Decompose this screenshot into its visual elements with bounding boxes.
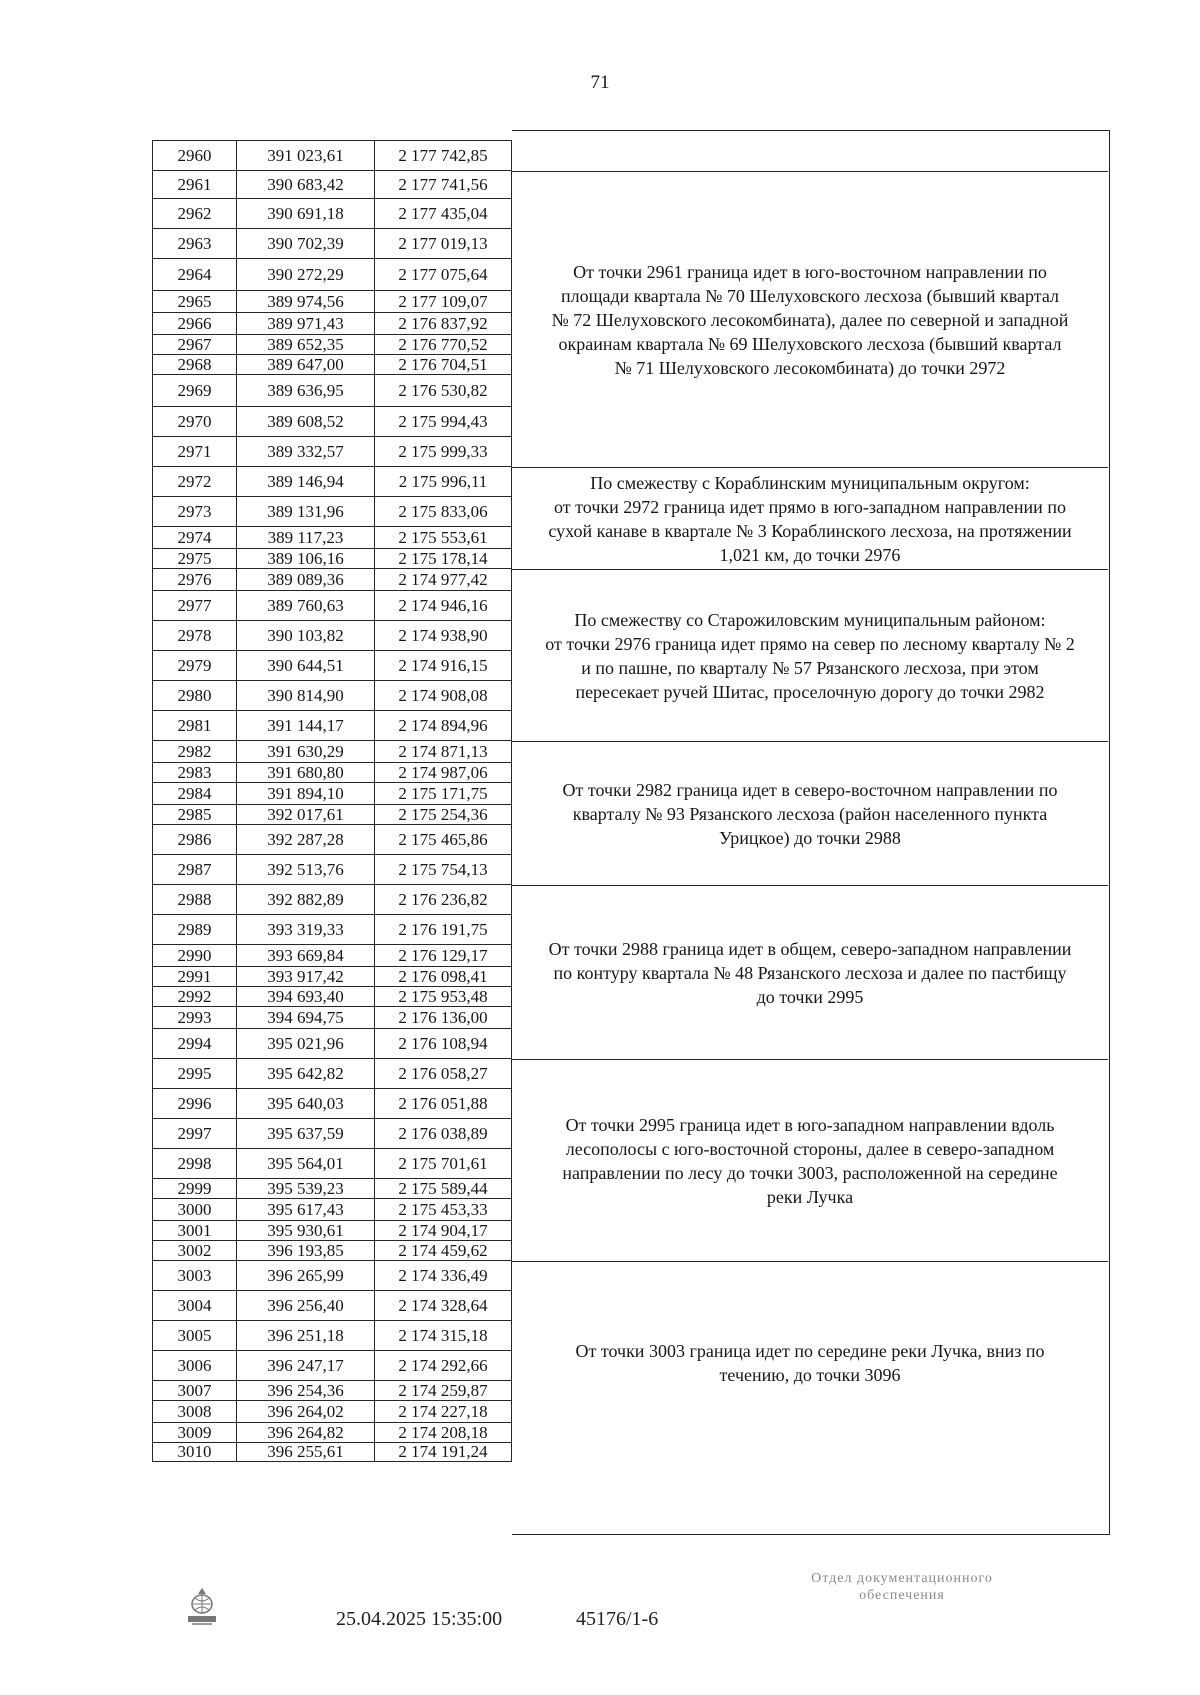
description-line: до точки 2995 [756, 986, 864, 1007]
boundary-description [512, 885, 1108, 1059]
point-number-cell: 2975 [152, 549, 236, 568]
description-line: От точки 2961 граница идет в юго-восточном направлении по [573, 261, 1047, 282]
point-number-cell: 2982 [152, 741, 236, 762]
table-row [152, 1028, 512, 1058]
x-coordinate-cell: 389 117,23 [236, 527, 374, 548]
y-coordinate-cell: 2 175 999,33 [374, 437, 512, 466]
point-number-cell: 3000 [152, 1199, 236, 1220]
stamp-line: обеспечения [859, 1588, 945, 1603]
point-number-cell: 3003 [152, 1261, 236, 1290]
table-row [152, 854, 512, 884]
x-coordinate-cell: 391 630,29 [236, 741, 374, 762]
description-line: от точки 2972 граница идет прямо в юго-западном направлении по [554, 496, 1066, 517]
y-coordinate-cell: 2 175 553,61 [374, 527, 512, 548]
x-coordinate-cell: 391 894,10 [236, 783, 374, 804]
point-number-cell: 2978 [152, 621, 236, 650]
table-row [152, 1220, 512, 1240]
y-coordinate-cell: 2 174 916,15 [374, 651, 512, 680]
x-coordinate-cell: 396 264,02 [236, 1401, 374, 1422]
table-row [152, 312, 512, 334]
y-coordinate-cell: 2 174 987,06 [374, 763, 512, 782]
y-coordinate-cell: 2 174 227,18 [374, 1401, 512, 1422]
point-number-cell: 2963 [152, 229, 236, 258]
y-coordinate-cell: 2 175 465,86 [374, 825, 512, 854]
table-row [152, 258, 512, 290]
table-row [152, 884, 512, 914]
table-row [152, 568, 512, 590]
point-number-cell: 2992 [152, 987, 236, 1006]
footer-datetime: 25.04.2025 15:35:00 [336, 1608, 503, 1630]
point-number-cell: 2985 [152, 805, 236, 824]
point-number-cell: 2990 [152, 945, 236, 966]
y-coordinate-cell: 2 174 191,24 [374, 1443, 512, 1461]
table-row [152, 1422, 512, 1442]
description-line: По смежеству со Старожиловским муниципальным районом: [574, 609, 1046, 630]
x-coordinate-cell: 389 146,94 [236, 467, 374, 496]
x-coordinate-cell: 393 917,42 [236, 967, 374, 986]
description-line: пересекает ручей Шитас, проселочную дорогу до точки 2982 [575, 681, 1045, 702]
point-number-cell: 2966 [152, 313, 236, 334]
table-row [152, 986, 512, 1006]
table-row [152, 824, 512, 854]
footer-doc-number: 45176/1-6 [576, 1608, 659, 1630]
x-coordinate-cell: 395 021,96 [236, 1029, 374, 1058]
y-coordinate-cell: 2 175 701,61 [374, 1149, 512, 1178]
x-coordinate-cell: 389 652,35 [236, 335, 374, 354]
boundary-description [512, 467, 1108, 569]
table-row [152, 1320, 512, 1350]
point-number-cell: 2977 [152, 591, 236, 620]
coordinates-table [152, 140, 512, 1535]
y-coordinate-cell: 2 177 741,56 [374, 171, 512, 198]
point-number-cell: 2999 [152, 1179, 236, 1198]
y-coordinate-cell: 2 176 038,89 [374, 1119, 512, 1148]
y-coordinate-cell: 2 174 871,13 [374, 741, 512, 762]
x-coordinate-cell: 395 930,61 [236, 1221, 374, 1240]
point-number-cell: 2986 [152, 825, 236, 854]
point-number-cell: 3007 [152, 1381, 236, 1400]
point-number-cell: 3002 [152, 1241, 236, 1260]
point-number-cell: 2976 [152, 569, 236, 590]
boundary-description [512, 1059, 1108, 1261]
table-row [152, 1260, 512, 1290]
description-line: окраинам квартала № 69 Шелуховского лесхоза (бывший квартал [558, 333, 1062, 354]
x-coordinate-cell: 396 193,85 [236, 1241, 374, 1260]
point-number-cell: 3008 [152, 1401, 236, 1422]
description-line: По смежеству с Кораблинским муниципальным округом: [590, 472, 1030, 493]
boundary-descriptions-column [512, 130, 1110, 1535]
x-coordinate-cell: 392 513,76 [236, 855, 374, 884]
description-line: № 71 Шелуховского лесокомбината) до точки 2972 [614, 357, 1006, 378]
boundary-description [512, 569, 1108, 741]
x-coordinate-cell: 389 760,63 [236, 591, 374, 620]
point-number-cell: 3004 [152, 1291, 236, 1320]
description-line: лесополосы с юго-восточной стороны, далее в северо-западном [565, 1138, 1055, 1159]
table-row [152, 620, 512, 650]
x-coordinate-cell: 396 247,17 [236, 1351, 374, 1380]
point-number-cell: 2964 [152, 259, 236, 290]
x-coordinate-cell: 396 256,40 [236, 1291, 374, 1320]
table-row [152, 804, 512, 824]
y-coordinate-cell: 2 174 459,62 [374, 1241, 512, 1260]
description-line: направлении по лесу до точки 3003, расположенной на середине [562, 1162, 1058, 1183]
x-coordinate-cell: 396 251,18 [236, 1321, 374, 1350]
table-row [152, 436, 512, 466]
y-coordinate-cell: 2 176 191,75 [374, 915, 512, 944]
description-line: от точки 2976 граница идет прямо на север по лесному кварталу № 2 [545, 633, 1075, 654]
table-row [152, 710, 512, 740]
table-row [152, 140, 512, 170]
table-row [152, 1350, 512, 1380]
table-row [152, 762, 512, 782]
x-coordinate-cell: 393 319,33 [236, 915, 374, 944]
point-number-cell: 2998 [152, 1149, 236, 1178]
y-coordinate-cell: 2 174 938,90 [374, 621, 512, 650]
table-row [152, 334, 512, 354]
y-coordinate-cell: 2 174 259,87 [374, 1381, 512, 1400]
table-row [152, 496, 512, 526]
y-coordinate-cell: 2 177 435,04 [374, 199, 512, 228]
table-row [152, 914, 512, 944]
boundary-description [512, 131, 1108, 171]
x-coordinate-cell: 392 882,89 [236, 885, 374, 914]
y-coordinate-cell: 2 175 589,44 [374, 1179, 512, 1198]
table-row [152, 1118, 512, 1148]
description-line: площади квартала № 70 Шелуховского лесхоза (бывший квартал [561, 285, 1059, 306]
boundary-description [512, 741, 1108, 885]
x-coordinate-cell: 390 683,42 [236, 171, 374, 198]
x-coordinate-cell: 389 636,95 [236, 375, 374, 406]
table-row [152, 1240, 512, 1260]
x-coordinate-cell: 395 617,43 [236, 1199, 374, 1220]
x-coordinate-cell: 392 287,28 [236, 825, 374, 854]
department-stamp [752, 1570, 1052, 1604]
y-coordinate-cell: 2 175 754,13 [374, 855, 512, 884]
point-number-cell: 2996 [152, 1089, 236, 1118]
y-coordinate-cell: 2 177 742,85 [374, 141, 512, 170]
y-coordinate-cell: 2 174 894,96 [374, 711, 512, 740]
point-number-cell: 2972 [152, 467, 236, 496]
x-coordinate-cell: 391 144,17 [236, 711, 374, 740]
y-coordinate-cell: 2 174 946,16 [374, 591, 512, 620]
x-coordinate-cell: 392 017,61 [236, 805, 374, 824]
point-number-cell: 3001 [152, 1221, 236, 1240]
y-coordinate-cell: 2 176 236,82 [374, 885, 512, 914]
x-coordinate-cell: 389 332,57 [236, 437, 374, 466]
description-line: и по пашне, по кварталу № 57 Рязанского лесхоза, при этом [581, 657, 1039, 678]
x-coordinate-cell: 389 974,56 [236, 291, 374, 312]
description-line: 1,021 км, до точки 2976 [719, 544, 901, 565]
y-coordinate-cell: 2 176 098,41 [374, 967, 512, 986]
point-number-cell: 3005 [152, 1321, 236, 1350]
y-coordinate-cell: 2 176 136,00 [374, 1007, 512, 1028]
y-coordinate-cell: 2 176 837,92 [374, 313, 512, 334]
table-row [152, 1198, 512, 1220]
table-row [152, 1088, 512, 1118]
y-coordinate-cell: 2 176 129,17 [374, 945, 512, 966]
table-row [152, 782, 512, 804]
table-row [152, 170, 512, 198]
table-row [152, 354, 512, 374]
page-number: 71 [590, 72, 610, 93]
y-coordinate-cell: 2 176 770,52 [374, 335, 512, 354]
table-row [152, 1006, 512, 1028]
x-coordinate-cell: 389 089,36 [236, 569, 374, 590]
y-coordinate-cell: 2 174 315,18 [374, 1321, 512, 1350]
point-number-cell: 2962 [152, 199, 236, 228]
stamp-line: Отдел документационного [811, 1571, 993, 1586]
y-coordinate-cell: 2 176 530,82 [374, 375, 512, 406]
table-row [152, 406, 512, 436]
y-coordinate-cell: 2 175 254,36 [374, 805, 512, 824]
description-line: по контуру квартала № 48 Рязанского лесхоза и далее по пастбищу [553, 962, 1067, 983]
description-line: От точки 2995 граница идет в юго-западном направлении вдоль [565, 1114, 1055, 1135]
point-number-cell: 2987 [152, 855, 236, 884]
description-line: течению, до точки 3096 [719, 1364, 901, 1385]
x-coordinate-cell: 396 265,99 [236, 1261, 374, 1290]
point-number-cell: 2989 [152, 915, 236, 944]
description-line: № 72 Шелуховского лесокомбината), далее по северной и западной [551, 309, 1069, 330]
y-coordinate-cell: 2 177 075,64 [374, 259, 512, 290]
x-coordinate-cell: 389 106,16 [236, 549, 374, 568]
x-coordinate-cell: 394 694,75 [236, 1007, 374, 1028]
point-number-cell: 2988 [152, 885, 236, 914]
point-number-cell: 2991 [152, 967, 236, 986]
point-number-cell: 2981 [152, 711, 236, 740]
table-row [152, 290, 512, 312]
description-line: Урицкое) до точки 2988 [719, 827, 901, 848]
x-coordinate-cell: 389 647,00 [236, 355, 374, 374]
table-row [152, 1058, 512, 1088]
x-coordinate-cell: 391 023,61 [236, 141, 374, 170]
table-row [152, 466, 512, 496]
x-coordinate-cell: 390 691,18 [236, 199, 374, 228]
point-number-cell: 3009 [152, 1423, 236, 1442]
y-coordinate-cell: 2 175 996,11 [374, 467, 512, 496]
x-coordinate-cell: 390 702,39 [236, 229, 374, 258]
point-number-cell: 3010 [152, 1443, 236, 1461]
point-number-cell: 2973 [152, 497, 236, 526]
y-coordinate-cell: 2 177 109,07 [374, 291, 512, 312]
table-row [152, 1178, 512, 1198]
x-coordinate-cell: 389 971,43 [236, 313, 374, 334]
table-row [152, 740, 512, 762]
description-line: От точки 2988 граница идет в общем, северо-западном направлении [548, 938, 1072, 959]
table-row [152, 680, 512, 710]
point-number-cell: 2980 [152, 681, 236, 710]
point-number-cell: 2965 [152, 291, 236, 312]
boundary-description [512, 171, 1108, 467]
x-coordinate-cell: 396 255,61 [236, 1443, 374, 1461]
x-coordinate-cell: 390 644,51 [236, 651, 374, 680]
y-coordinate-cell: 2 175 171,75 [374, 783, 512, 804]
description-line: реки Лучка [766, 1186, 854, 1207]
x-coordinate-cell: 395 637,59 [236, 1119, 374, 1148]
y-coordinate-cell: 2 175 178,14 [374, 549, 512, 568]
x-coordinate-cell: 395 564,01 [236, 1149, 374, 1178]
x-coordinate-cell: 389 131,96 [236, 497, 374, 526]
description-line: От точки 3003 граница идет по середине реки Лучка, вниз по [575, 1340, 1045, 1361]
y-coordinate-cell: 2 176 051,88 [374, 1089, 512, 1118]
x-coordinate-cell: 395 642,82 [236, 1059, 374, 1088]
description-line: От точки 2982 граница идет в северо-восточном направлении по [562, 779, 1058, 800]
table-row [152, 228, 512, 258]
point-number-cell: 2971 [152, 437, 236, 466]
point-number-cell: 2979 [152, 651, 236, 680]
point-number-cell: 2970 [152, 407, 236, 436]
y-coordinate-cell: 2 176 058,27 [374, 1059, 512, 1088]
table-row [152, 374, 512, 406]
y-coordinate-cell: 2 174 977,42 [374, 569, 512, 590]
y-coordinate-cell: 2 175 953,48 [374, 987, 512, 1006]
y-coordinate-cell: 2 174 904,17 [374, 1221, 512, 1240]
table-row [152, 944, 512, 966]
y-coordinate-cell: 2 177 019,13 [374, 229, 512, 258]
table-row [152, 526, 512, 548]
y-coordinate-cell: 2 176 108,94 [374, 1029, 512, 1058]
x-coordinate-cell: 390 103,82 [236, 621, 374, 650]
point-number-cell: 2967 [152, 335, 236, 354]
description-line: сухой канаве в квартале № 3 Кораблинского лесхоза, на протяжении [548, 520, 1072, 541]
y-coordinate-cell: 2 174 336,49 [374, 1261, 512, 1290]
point-number-cell: 3006 [152, 1351, 236, 1380]
y-coordinate-cell: 2 174 208,18 [374, 1423, 512, 1442]
table-row [152, 1380, 512, 1400]
y-coordinate-cell: 2 176 704,51 [374, 355, 512, 374]
x-coordinate-cell: 396 254,36 [236, 1381, 374, 1400]
x-coordinate-cell: 396 264,82 [236, 1423, 374, 1442]
x-coordinate-cell: 390 272,29 [236, 259, 374, 290]
x-coordinate-cell: 395 640,03 [236, 1089, 374, 1118]
point-number-cell: 2984 [152, 783, 236, 804]
x-coordinate-cell: 389 608,52 [236, 407, 374, 436]
boundary-description [512, 1261, 1108, 1463]
y-coordinate-cell: 2 175 453,33 [374, 1199, 512, 1220]
point-number-cell: 2961 [152, 171, 236, 198]
y-coordinate-cell: 2 175 833,06 [374, 497, 512, 526]
table-row [152, 650, 512, 680]
x-coordinate-cell: 394 693,40 [236, 987, 374, 1006]
point-number-cell: 2983 [152, 763, 236, 782]
table-row [152, 590, 512, 620]
point-number-cell: 2968 [152, 355, 236, 374]
table-row [152, 966, 512, 986]
x-coordinate-cell: 391 680,80 [236, 763, 374, 782]
point-number-cell: 2960 [152, 141, 236, 170]
x-coordinate-cell: 395 539,23 [236, 1179, 374, 1198]
emblem-icon [184, 1586, 220, 1628]
x-coordinate-cell: 390 814,90 [236, 681, 374, 710]
table-row [152, 548, 512, 568]
y-coordinate-cell: 2 174 908,08 [374, 681, 512, 710]
y-coordinate-cell: 2 174 328,64 [374, 1291, 512, 1320]
x-coordinate-cell: 393 669,84 [236, 945, 374, 966]
point-number-cell: 2969 [152, 375, 236, 406]
point-number-cell: 2995 [152, 1059, 236, 1088]
table-row [152, 1148, 512, 1178]
point-number-cell: 2994 [152, 1029, 236, 1058]
point-number-cell: 2997 [152, 1119, 236, 1148]
table-row [152, 1442, 512, 1462]
y-coordinate-cell: 2 175 994,43 [374, 407, 512, 436]
table-row [152, 1400, 512, 1422]
y-coordinate-cell: 2 174 292,66 [374, 1351, 512, 1380]
point-number-cell: 2974 [152, 527, 236, 548]
point-number-cell: 2993 [152, 1007, 236, 1028]
description-line: кварталу № 93 Рязанского лесхоза (район населенного пункта [572, 803, 1048, 824]
table-row [152, 198, 512, 228]
table-row [152, 1290, 512, 1320]
